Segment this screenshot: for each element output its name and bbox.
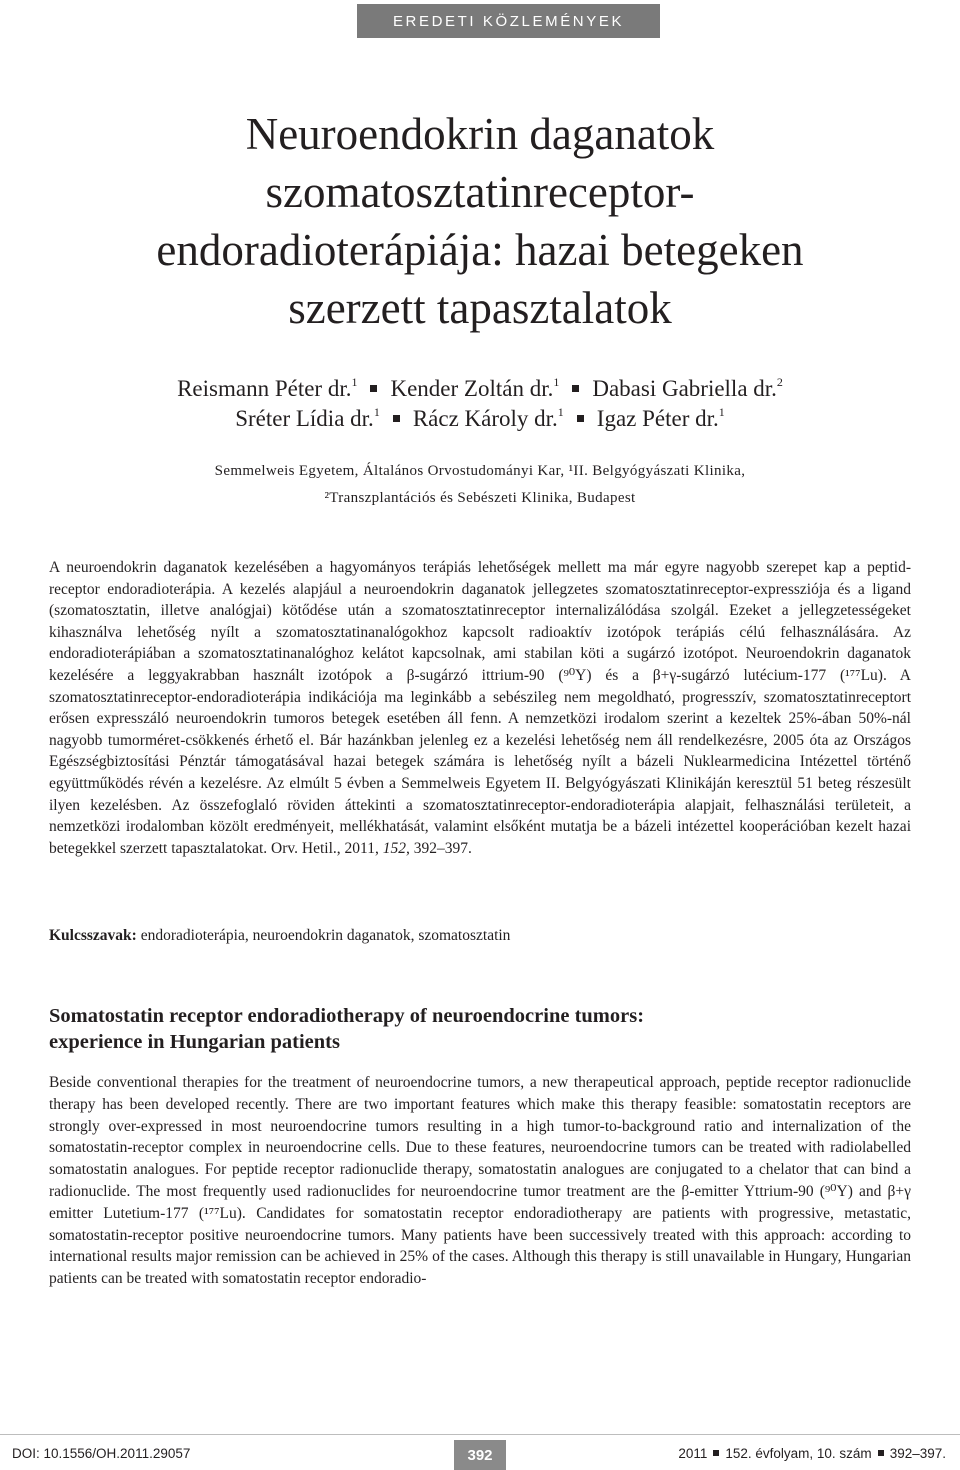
- affiliation-line: ²Transzplantációs és Sebészeti Klinika, Budapest: [324, 490, 636, 506]
- author-name: Dabasi Gabriella dr.: [592, 376, 777, 401]
- author-affiliation-mark: 2: [776, 375, 783, 389]
- keywords-label: Kulcsszavak:: [49, 927, 137, 944]
- author-affiliation-mark: 1: [373, 405, 380, 419]
- english-title: [49, 1003, 911, 1055]
- abstract-paragraph: [49, 557, 911, 859]
- author-affiliation-mark: 1: [553, 375, 560, 389]
- abstract-body: A neuroendokrin daganatok kezelésében a hagyományos terápiás lehetőségek mellett ma már egyre nagyobb szerepet kap a peptid-receptor endoradioterápia. A kezelés alapjául a neuroendokrin daganatok jellegzetes szomatosztatinreceptor-expressziója és a ligand (szomatosztatin, illetve analógjai) kötődése után a szomatosztatinreceptor internalizálódása szolgál. Ezeket a jellegzetességeket kihasználva lehetőség nyílt a szomatosztatinanalógokhoz kapcsolt radioaktív izotópok terápiás célú felhasználására. Az endoradioterápiában a szomatosztatinanalóghoz kelátot kapcsolnak, ami stabilan köti a sugárzó izotópot. Neuroendokrin daganatok kezelésére a leggyakrabban használt izotópok a β-sugárzó ittrium-90 (⁹⁰Y) és a β+γ-sugárzó lutécium-177 (¹⁷⁷Lu). A szomatosztatinreceptor-endoradioterápia indikációja ma leginkább a sebészileg nem megoldható, progresszív, szomatosztatinreceptort erősen expresszáló neuroendokrin tumoros betegek esetében áll fenn. A nemzetközi irodalom szerint a kezeltek 25%-ában 50%-nál nagyobb tumorméret-csökkenés érhető el. Bár hazánkban jelenleg ez a kezelési lehetőség nem áll rendelkezésre, 2005 óta az Országos Egészségbiztosítási Pénztár támogatásával hazai betegek számára is lehetőség nyílt a bázeli Nuklearmedicina Intézettel történő együttműködés révén a kezelésre. Az elmúlt 5 évben a Semmelweis Egyetem II. Belgyógyászati Klinikáján keresztül 51 beteg részesült ilyen kezelésben. Az összefoglaló röviden áttekinti a szomatosztatinreceptor-endoradioterápia alapjait, felhasználási területeit, a nemzetközi irodalomban közölt eredményeit, mellékhatását, valamint elsőként mutatja be a bázeli intézettel kooperációban kezelt hazai betegekkel szerzett tapasztalatokat. Orv. Hetil., 2011,: [49, 559, 911, 857]
- issue-pages: 392–397.: [889, 1446, 946, 1461]
- bullet-separator-icon: [370, 385, 377, 392]
- affiliation-line: Semmelweis Egyetem, Általános Orvostudományi Kar, ¹II. Belgyógyászati Klinika,: [214, 463, 746, 479]
- abstract-paragraph: Beside conventional therapies for the treatment of neuroendocrine tumors, a new therapeutical approach, peptide receptor radionuclide therapy has been developed recently. There are two important features which make this therapy feasible: somatostatin receptors are strongly over-expressed in most neuroendocrine tumors resulting in a high tumor-to-background ratio and internalization of the somatostatin-receptor complex in neuroendocrine cells. Due to these features, neuroendocrine tumors can be treated with radiolabelled somatostatin analogues. For peptide receptor radionuclide therapy, somatostatin analogues are conjugated to a chelator that can bind a radionuclide. The most frequently used radionuclides for neuroendocrine tumor treatment are the β-emitter Yttrium-90 (⁹⁰Y) and β+γ emitter Lutetium-177 (¹⁷⁷Lu). Candidates for somatostatin receptor endoradiotherapy are patients with progressive, metastatic, somatostatin-receptor positive neuroendocrine tumors. Many patients have been successively treated with this approach: according to international results major remission can be achieved in 25% of the cases. Although this therapy is still unavailable in Hungary, Hungarian patients can be treated with somatostatin receptor endoradio-: [49, 1074, 911, 1288]
- title-line: szomatosztatinreceptor-: [265, 167, 695, 217]
- article-title: [40, 105, 920, 337]
- keywords: [49, 925, 911, 947]
- doi-link[interactable]: DOI: 10.1556/OH.2011.29057: [12, 1446, 191, 1461]
- citation-pages: 392–397.: [409, 839, 472, 857]
- abstract-english: [49, 1072, 911, 1290]
- bullet-separator-icon: [572, 385, 579, 392]
- bullet-separator-icon: [713, 1450, 719, 1456]
- author-name: Reismann Péter dr.: [177, 376, 352, 401]
- section-banner: EREDETI KÖZLEMÉNYEK: [357, 4, 660, 38]
- author-affiliation-mark: 1: [351, 375, 358, 389]
- author-row: [40, 374, 920, 404]
- author-name: Sréter Lídia dr.: [235, 406, 374, 431]
- bullet-separator-icon: [878, 1450, 884, 1456]
- bullet-separator-icon: [393, 415, 400, 422]
- issue-volume: 152. évfolyam, 10. szám: [725, 1446, 872, 1461]
- author-row: [40, 404, 920, 434]
- author-name: Rácz Károly dr.: [412, 406, 558, 431]
- english-title-line: Somatostatin receptor endoradiotherapy of neuroendocrine tumors:: [49, 1005, 645, 1027]
- page-number-badge: 392: [454, 1440, 506, 1470]
- english-title-line: experience in Hungarian patients: [49, 1031, 340, 1053]
- abstract-hungarian: [49, 557, 911, 859]
- title-line: szerzett tapasztalatok: [288, 283, 672, 333]
- citation-volume: 152,: [382, 839, 410, 857]
- issue-info: [678, 1446, 946, 1461]
- keywords-text: endoradioterápia, neuroendokrin daganatok, szomatosztatin: [136, 927, 511, 944]
- bullet-separator-icon: [577, 415, 584, 422]
- affiliation: [40, 458, 920, 512]
- footer-divider: [0, 1434, 960, 1435]
- author-name: Igaz Péter dr.: [596, 406, 719, 431]
- author-affiliation-mark: 1: [557, 405, 564, 419]
- author-affiliation-mark: 1: [718, 405, 725, 419]
- title-line: Neuroendokrin daganatok: [245, 109, 715, 159]
- author-name: Kender Zoltán dr.: [390, 376, 554, 401]
- title-line: endoradioterápiája: hazai betegeken: [156, 225, 804, 275]
- author-list: [40, 374, 920, 434]
- page-footer: [0, 1440, 960, 1468]
- issue-year: 2011: [678, 1446, 708, 1461]
